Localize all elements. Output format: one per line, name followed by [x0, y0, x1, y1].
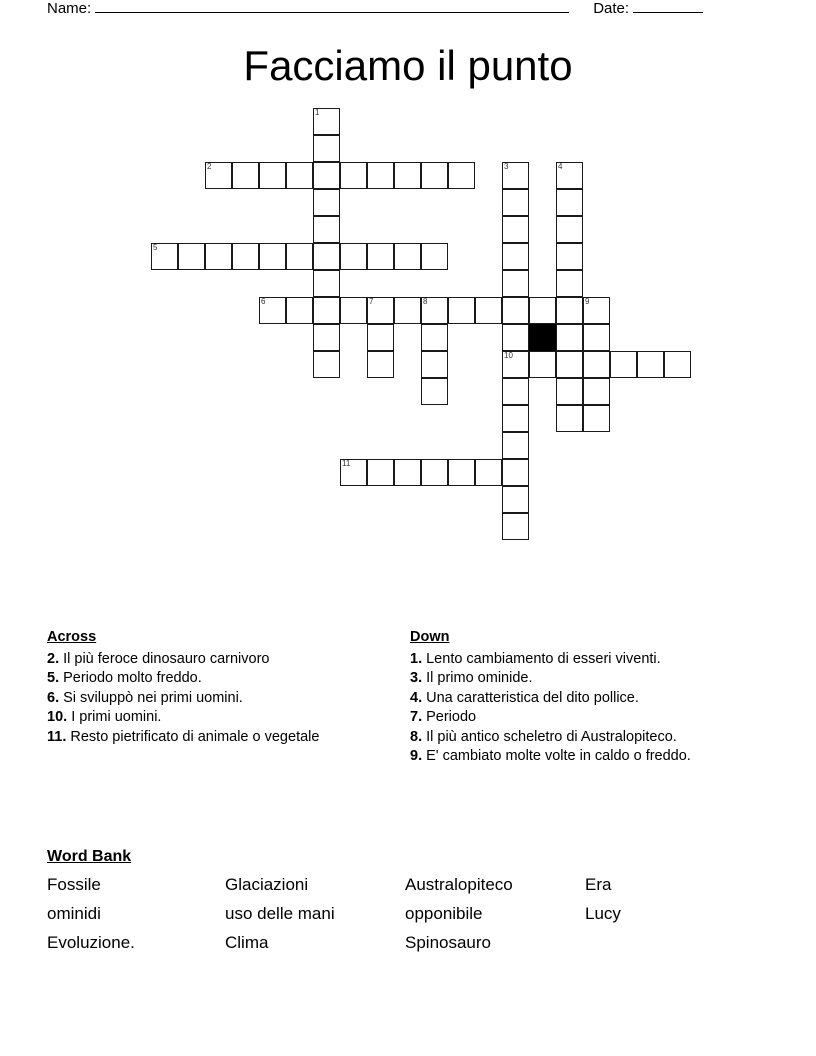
grid-cell[interactable] [556, 189, 583, 216]
grid-cell[interactable] [340, 459, 367, 486]
grid-cell[interactable] [502, 297, 529, 324]
down-clue [410, 669, 755, 689]
down-clue-text: Il primo ominide. [422, 670, 533, 686]
grid-cell[interactable] [637, 351, 664, 378]
grid-cell[interactable] [421, 324, 448, 351]
word-bank-item[interactable]: Evoluzione. [47, 933, 135, 952]
across-clue [47, 689, 392, 709]
grid-cell[interactable] [556, 162, 583, 189]
word-bank-item[interactable]: Glaciazioni [225, 875, 309, 894]
grid-cell[interactable] [313, 189, 340, 216]
word-bank-item[interactable]: Australopiteco [405, 875, 513, 894]
grid-cell[interactable] [529, 351, 556, 378]
down-clue-number: 8. [410, 728, 423, 745]
grid-cell-blocked [529, 324, 556, 351]
down-clue-number: 4. [410, 689, 423, 706]
down-clue-number: 7. [410, 709, 423, 725]
date-label: Date: [593, 0, 630, 17]
grid-cell[interactable] [475, 459, 502, 486]
grid-cell[interactable] [205, 243, 232, 270]
grid-cell[interactable] [313, 270, 340, 297]
grid-cell-number: 3 [504, 162, 509, 171]
word-bank-item[interactable]: opponibile [405, 904, 483, 923]
grid-cell[interactable] [394, 243, 421, 270]
grid-cell[interactable] [313, 351, 340, 378]
grid-cell[interactable] [421, 243, 448, 270]
grid-cell[interactable] [286, 162, 313, 189]
word-bank-item[interactable]: Clima [225, 933, 269, 952]
grid-cell[interactable] [367, 459, 394, 486]
grid-cell-number: 7 [369, 297, 374, 306]
down-clue-text: Il più antico scheletro di Australopiteco. [422, 728, 677, 745]
grid-cell[interactable] [340, 243, 367, 270]
grid-cell[interactable] [664, 351, 691, 378]
grid-cell[interactable] [529, 297, 556, 324]
grid-cell-number: 5 [153, 243, 158, 252]
down-clue [410, 747, 755, 767]
grid-cell-number: 9 [585, 297, 590, 306]
word-bank-item[interactable]: ominidi [47, 904, 101, 923]
grid-cell[interactable] [556, 243, 583, 270]
down-clue [410, 728, 755, 748]
grid-cell[interactable] [610, 351, 637, 378]
grid-cell[interactable] [367, 162, 394, 189]
down-clue-number: 9. [410, 748, 423, 764]
grid-cell[interactable] [448, 162, 475, 189]
grid-cell[interactable] [259, 162, 286, 189]
grid-cell[interactable] [367, 243, 394, 270]
down-clues-section [410, 628, 755, 767]
grid-cell[interactable] [502, 270, 529, 297]
grid-cell[interactable] [367, 351, 394, 378]
word-bank-item[interactable]: Lucy [585, 904, 621, 923]
grid-cell[interactable] [313, 162, 340, 189]
across-clue-number: 11. [47, 728, 67, 745]
grid-cell[interactable] [421, 297, 448, 324]
grid-cell-number: 1 [315, 108, 320, 117]
grid-cell[interactable] [556, 405, 583, 432]
down-clue [410, 689, 755, 709]
grid-cell[interactable] [151, 243, 178, 270]
down-clue-text: E' cambiato molte volte in caldo o freddo. [422, 748, 691, 764]
down-clue [410, 650, 755, 670]
grid-cell[interactable] [583, 297, 610, 324]
across-clue-list [47, 650, 392, 748]
grid-cell[interactable] [232, 162, 259, 189]
grid-cell[interactable] [448, 459, 475, 486]
grid-cell[interactable] [421, 162, 448, 189]
grid-cell[interactable] [340, 162, 367, 189]
grid-cell-number: 8 [423, 297, 428, 306]
grid-cell[interactable] [394, 162, 421, 189]
grid-cell[interactable] [502, 324, 529, 351]
grid-cell[interactable] [205, 162, 232, 189]
grid-cell[interactable] [502, 189, 529, 216]
grid-cell[interactable] [583, 378, 610, 405]
grid-cell[interactable] [502, 459, 529, 486]
grid-cell-number: 4 [558, 162, 563, 171]
grid-cell[interactable] [367, 297, 394, 324]
grid-cell[interactable] [421, 459, 448, 486]
grid-cell[interactable] [556, 351, 583, 378]
grid-cell[interactable] [313, 216, 340, 243]
grid-cell[interactable] [502, 162, 529, 189]
grid-cell[interactable] [259, 243, 286, 270]
across-clue-number: 10. [47, 709, 68, 725]
across-clue [47, 669, 392, 689]
down-clue-text: Lento cambiamento di esseri viventi. [422, 650, 661, 667]
across-clue-text: I primi uomini. [67, 709, 162, 725]
down-clue-number: 1. [410, 650, 423, 667]
grid-cell[interactable] [394, 459, 421, 486]
grid-cell-number: 2 [207, 162, 212, 171]
grid-cell[interactable] [502, 378, 529, 405]
grid-cell[interactable] [583, 324, 610, 351]
grid-cell[interactable] [313, 243, 340, 270]
grid-cell[interactable] [583, 405, 610, 432]
across-clue [47, 708, 392, 728]
word-bank-item[interactable]: Fossile [47, 875, 101, 894]
grid-cell[interactable] [286, 297, 313, 324]
across-clue [47, 650, 392, 670]
word-bank-heading: Word Bank [47, 848, 132, 865]
grid-cell[interactable] [556, 270, 583, 297]
down-clue-list [410, 650, 755, 767]
down-clue-text: Periodo [422, 709, 477, 725]
grid-cell[interactable] [502, 432, 529, 459]
grid-cell[interactable] [502, 216, 529, 243]
grid-cell[interactable] [502, 513, 529, 540]
grid-cell[interactable] [394, 297, 421, 324]
grid-cell[interactable] [313, 324, 340, 351]
grid-cell[interactable] [475, 297, 502, 324]
across-heading: Across [47, 629, 97, 645]
grid-cell[interactable] [421, 378, 448, 405]
grid-cell[interactable] [502, 405, 529, 432]
grid-cell-number: 11 [342, 459, 351, 468]
grid-cell[interactable] [313, 135, 340, 162]
grid-cell[interactable] [178, 243, 205, 270]
grid-cell[interactable] [556, 324, 583, 351]
word-bank-item[interactable]: uso delle mani [225, 904, 335, 923]
across-clues-section [47, 628, 392, 747]
across-clue-text: Il più feroce dinosauro carnivoro [59, 650, 270, 667]
down-clue-text: Una caratteristica del dito pollice. [422, 689, 639, 706]
grid-cell[interactable] [502, 486, 529, 513]
down-clue [410, 708, 755, 728]
across-clue [47, 728, 392, 748]
grid-cell[interactable] [502, 243, 529, 270]
across-clue-text: Resto pietrificato di animale o vegetale [66, 728, 320, 745]
across-clue-text: Periodo molto freddo. [59, 670, 202, 686]
across-clue-text: Si sviluppò nei primi uomini. [59, 689, 243, 706]
grid-cell[interactable] [448, 297, 475, 324]
down-clue-number: 3. [410, 670, 423, 686]
grid-cell[interactable] [286, 243, 313, 270]
word-bank-item[interactable]: Spinosauro [405, 933, 492, 952]
grid-cell[interactable] [556, 216, 583, 243]
grid-cell-number: 6 [261, 297, 266, 306]
grid-cell[interactable] [583, 351, 610, 378]
grid-cell[interactable] [367, 324, 394, 351]
grid-cell[interactable] [313, 297, 340, 324]
page-title: Facciamo il punto [243, 42, 573, 89]
across-clue-number: 2. [47, 650, 60, 667]
across-clue-number: 5. [47, 670, 60, 686]
across-clue-number: 6. [47, 689, 60, 706]
word-bank-item[interactable]: Era [585, 875, 612, 894]
grid-cell[interactable] [340, 297, 367, 324]
word-bank-spacer [585, 928, 705, 957]
word-bank-section [47, 848, 767, 957]
grid-cell[interactable] [259, 297, 286, 324]
name-label: Name: [47, 0, 92, 17]
grid-cell[interactable] [232, 243, 259, 270]
grid-cell[interactable] [556, 297, 583, 324]
grid-cell[interactable] [556, 378, 583, 405]
grid-cell[interactable] [421, 351, 448, 378]
word-bank-grid [47, 870, 767, 957]
grid-cell[interactable] [502, 351, 529, 378]
grid-cell[interactable] [313, 108, 340, 135]
grid-cell-number: 10 [504, 351, 513, 360]
down-heading: Down [410, 629, 450, 645]
